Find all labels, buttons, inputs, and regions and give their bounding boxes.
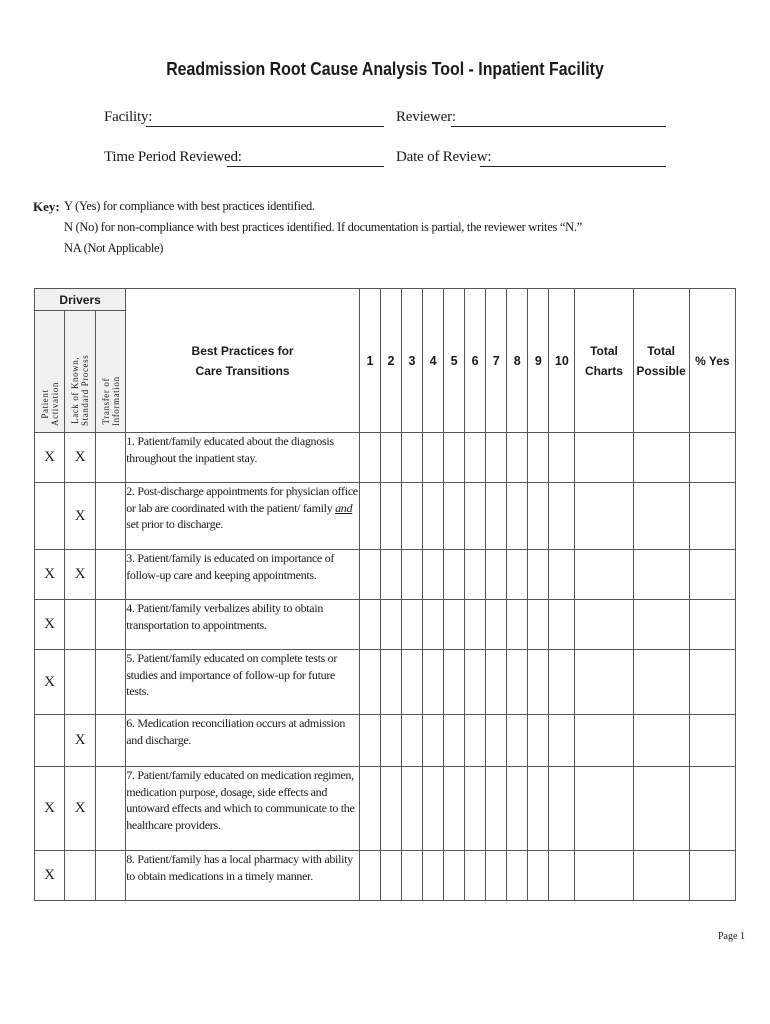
chart-entry-cell[interactable] [486, 715, 507, 767]
chart-entry-cell[interactable] [549, 767, 575, 851]
chart-entry-cell[interactable] [486, 550, 507, 600]
driver-1-line1: Patient [39, 389, 50, 419]
practice-number: 8. [126, 852, 138, 866]
practice-text: Patient/family verbalizes ability to obtain transportation to appointments. [126, 601, 324, 632]
total-charts-line1: Total [590, 343, 618, 358]
total-charts-header [575, 289, 633, 433]
best-practice-cell [126, 851, 360, 901]
chart-entry-cell[interactable] [549, 851, 575, 901]
total-charts-cell[interactable] [575, 600, 633, 650]
practice-text: Patient/family is educated on importance of follow-up care and keeping appointments. [126, 551, 335, 582]
chart-entry-cell[interactable] [401, 483, 422, 550]
table-row [35, 483, 736, 550]
practice-number: 4. [126, 601, 138, 615]
reviewer-label: Reviewer: [396, 109, 456, 125]
page-number: Page 1 [718, 931, 745, 942]
chart-entry-cell[interactable] [423, 715, 444, 767]
total-charts-cell[interactable] [575, 650, 633, 715]
best-practice-cell [126, 767, 360, 851]
chart-entry-cell[interactable] [507, 851, 528, 901]
chart-entry-cell[interactable] [444, 433, 465, 483]
total-possible-line2: Possible [636, 363, 686, 378]
pct-yes-cell[interactable] [689, 650, 735, 715]
chart-entry-cell[interactable] [401, 851, 422, 901]
date-of-review-field[interactable] [480, 166, 666, 167]
driver-mark-cell: X [35, 650, 65, 715]
chart-entry-cell[interactable] [380, 767, 401, 851]
pct-yes-cell[interactable] [689, 767, 735, 851]
chart-entry-cell[interactable] [528, 715, 549, 767]
driver-mark-cell: X [65, 767, 96, 851]
chart-col-10: 10 [549, 289, 575, 433]
review-table [34, 288, 736, 901]
date-of-review-label: Date of Review: [396, 149, 492, 165]
best-practice-cell [126, 715, 360, 767]
driver-mark-cell [96, 767, 126, 851]
key-line-no: N (No) for non-compliance with best practices identified. If documentation is partial, the reviewer writes “N.” [64, 220, 582, 234]
driver-2-line1: Lack of Known, [70, 356, 81, 424]
chart-entry-cell[interactable] [359, 600, 380, 650]
pct-yes-cell[interactable] [689, 550, 735, 600]
practice-text: Patient/family has a local pharmacy with ability to obtain medications in a timely manner. [126, 852, 353, 883]
chart-entry-cell[interactable] [507, 600, 528, 650]
driver-patient-activation-header [35, 311, 65, 433]
best-practices-header [126, 289, 360, 433]
chart-entry-cell[interactable] [401, 715, 422, 767]
chart-entry-cell[interactable] [486, 600, 507, 650]
total-possible-header [633, 289, 689, 433]
time-period-label: Time Period Reviewed: [104, 149, 242, 165]
chart-col-6: 6 [465, 289, 486, 433]
chart-entry-cell[interactable] [528, 433, 549, 483]
chart-entry-cell[interactable] [465, 433, 486, 483]
practice-text: set prior to discharge. [126, 517, 224, 531]
total-possible-cell[interactable] [633, 550, 689, 600]
chart-col-8: 8 [507, 289, 528, 433]
practice-number: 3. [126, 551, 138, 565]
total-possible-cell[interactable] [633, 715, 689, 767]
chart-entry-cell[interactable] [444, 550, 465, 600]
chart-entry-cell[interactable] [423, 767, 444, 851]
chart-entry-cell[interactable] [486, 650, 507, 715]
chart-col-5: 5 [444, 289, 465, 433]
chart-entry-cell[interactable] [549, 650, 575, 715]
pct-yes-cell[interactable] [689, 600, 735, 650]
chart-entry-cell[interactable] [507, 483, 528, 550]
chart-entry-cell[interactable] [507, 767, 528, 851]
chart-entry-cell[interactable] [401, 600, 422, 650]
total-possible-cell[interactable] [633, 483, 689, 550]
chart-entry-cell[interactable] [444, 650, 465, 715]
practice-text: Medication reconciliation occurs at admission and discharge. [126, 716, 346, 747]
practice-text: Patient/family educated on medication regimen, medication purpose, dosage, side effects and untoward effects and which to communicate to the healthcare providers. [126, 768, 355, 832]
table-row [35, 650, 736, 715]
driver-mark-cell: X [65, 550, 96, 600]
practice-text: Post-discharge appointments for physician office or lab are coordinated with the patient/ family [126, 484, 358, 515]
chart-entry-cell[interactable] [507, 550, 528, 600]
chart-entry-cell[interactable] [444, 483, 465, 550]
practice-number: 7. [126, 768, 138, 782]
chart-entry-cell[interactable] [465, 767, 486, 851]
total-charts-cell[interactable] [575, 550, 633, 600]
chart-entry-cell[interactable] [380, 550, 401, 600]
chart-entry-cell[interactable] [465, 851, 486, 901]
best-practice-cell [126, 550, 360, 600]
chart-entry-cell[interactable] [528, 550, 549, 600]
driver-mark-cell: X [35, 767, 65, 851]
chart-col-2: 2 [380, 289, 401, 433]
chart-entry-cell[interactable] [486, 767, 507, 851]
driver-mark-cell [96, 483, 126, 550]
chart-entry-cell[interactable] [401, 650, 422, 715]
key-line-yes: Y (Yes) for compliance with best practices identified. [64, 199, 315, 213]
total-charts-cell[interactable] [575, 767, 633, 851]
driver-2-line2: Standard Process [80, 354, 91, 426]
chart-entry-cell[interactable] [359, 767, 380, 851]
table-row [35, 715, 736, 767]
driver-mark-cell [96, 550, 126, 600]
driver-mark-cell: X [65, 715, 96, 767]
best-practice-cell [126, 650, 360, 715]
chart-entry-cell[interactable] [465, 483, 486, 550]
total-possible-cell[interactable] [633, 650, 689, 715]
chart-col-7: 7 [486, 289, 507, 433]
time-period-field[interactable] [227, 166, 384, 167]
chart-entry-cell[interactable] [423, 851, 444, 901]
driver-mark-cell [96, 650, 126, 715]
chart-entry-cell[interactable] [380, 650, 401, 715]
chart-entry-cell[interactable] [359, 715, 380, 767]
chart-entry-cell[interactable] [444, 767, 465, 851]
key-label: Key: [33, 199, 60, 214]
driver-mark-cell [96, 433, 126, 483]
chart-entry-cell[interactable] [528, 600, 549, 650]
table-row [35, 851, 736, 901]
total-charts-cell[interactable] [575, 483, 633, 550]
page-title: Readmission Root Cause Analysis Tool - Inpatient Facility [166, 58, 604, 79]
chart-entry-cell[interactable] [359, 483, 380, 550]
driver-mark-cell [65, 600, 96, 650]
chart-entry-cell[interactable] [507, 715, 528, 767]
driver-1-line2: Activation [49, 382, 60, 426]
chart-entry-cell[interactable] [380, 433, 401, 483]
pct-yes-cell[interactable] [689, 483, 735, 550]
chart-entry-cell[interactable] [401, 433, 422, 483]
driver-mark-cell: X [65, 483, 96, 550]
chart-entry-cell[interactable] [549, 483, 575, 550]
chart-entry-cell[interactable] [486, 433, 507, 483]
practice-text: Patient/family educated about the diagnosis throughout the inpatient stay. [126, 434, 334, 465]
driver-mark-cell: X [35, 851, 65, 901]
driver-standard-process-header [65, 311, 96, 433]
chart-entry-cell[interactable] [423, 550, 444, 600]
chart-entry-cell[interactable] [359, 650, 380, 715]
chart-entry-cell[interactable] [359, 550, 380, 600]
chart-entry-cell[interactable] [465, 600, 486, 650]
chart-entry-cell[interactable] [549, 600, 575, 650]
practice-text-emphasis: and [335, 500, 353, 515]
total-charts-cell[interactable] [575, 433, 633, 483]
chart-entry-cell[interactable] [528, 767, 549, 851]
total-charts-line2: Charts [584, 363, 623, 378]
driver-3-line1: Transfer of [100, 377, 111, 425]
driver-mark-cell [96, 851, 126, 901]
chart-entry-cell[interactable] [380, 851, 401, 901]
total-charts-cell[interactable] [575, 851, 633, 901]
driver-mark-cell [96, 600, 126, 650]
best-practices-header-line2: Care Transitions [195, 363, 290, 378]
practice-number: 2. [126, 484, 138, 498]
chart-entry-cell[interactable] [486, 851, 507, 901]
table-row [35, 767, 736, 851]
reviewer-field[interactable] [451, 126, 666, 127]
chart-entry-cell[interactable] [486, 483, 507, 550]
chart-entry-cell[interactable] [423, 433, 444, 483]
total-possible-cell[interactable] [633, 851, 689, 901]
driver-mark-cell [65, 851, 96, 901]
practice-number: 6. [126, 716, 138, 730]
practice-number: 5. [126, 651, 138, 665]
driver-3-line2: Information [110, 376, 121, 426]
chart-entry-cell[interactable] [549, 550, 575, 600]
table-row [35, 550, 736, 600]
total-possible-line1: Total [647, 343, 675, 358]
chart-entry-cell[interactable] [549, 715, 575, 767]
best-practice-cell [126, 600, 360, 650]
driver-mark-cell [96, 715, 126, 767]
chart-entry-cell[interactable] [465, 715, 486, 767]
chart-entry-cell[interactable] [423, 600, 444, 650]
key-line-na: NA (Not Applicable) [64, 241, 164, 255]
chart-entry-cell[interactable] [401, 767, 422, 851]
chart-col-3: 3 [401, 289, 422, 433]
facility-field[interactable] [146, 126, 384, 127]
chart-entry-cell[interactable] [444, 851, 465, 901]
total-possible-cell[interactable] [633, 433, 689, 483]
driver-mark-cell [65, 650, 96, 715]
driver-transfer-info-header [96, 311, 126, 433]
table-row [35, 600, 736, 650]
chart-col-1: 1 [359, 289, 380, 433]
chart-entry-cell[interactable] [401, 550, 422, 600]
driver-mark-cell: X [35, 600, 65, 650]
chart-entry-cell[interactable] [528, 650, 549, 715]
driver-mark-cell: X [35, 433, 65, 483]
pct-yes-cell[interactable] [689, 715, 735, 767]
pct-yes-header: % Yes [689, 289, 735, 433]
chart-entry-cell[interactable] [423, 483, 444, 550]
best-practices-header-line1: Best Practices for [191, 343, 294, 358]
chart-entry-cell[interactable] [444, 600, 465, 650]
chart-entry-cell[interactable] [528, 483, 549, 550]
chart-entry-cell[interactable] [549, 433, 575, 483]
chart-entry-cell[interactable] [507, 433, 528, 483]
chart-col-9: 9 [528, 289, 549, 433]
practice-text: Patient/family educated on complete tests or studies and importance of follow-up for future tests. [126, 651, 338, 698]
best-practice-cell [126, 433, 360, 483]
table-row [35, 433, 736, 483]
chart-entry-cell[interactable] [423, 650, 444, 715]
chart-entry-cell[interactable] [465, 550, 486, 600]
chart-entry-cell[interactable] [444, 715, 465, 767]
total-possible-cell[interactable] [633, 767, 689, 851]
chart-col-4: 4 [423, 289, 444, 433]
chart-entry-cell[interactable] [359, 851, 380, 901]
practice-number: 1. [126, 434, 138, 448]
pct-yes-cell[interactable] [689, 851, 735, 901]
drivers-header: Drivers [35, 289, 126, 311]
total-possible-cell[interactable] [633, 600, 689, 650]
chart-entry-cell[interactable] [380, 715, 401, 767]
driver-mark-cell [35, 483, 65, 550]
chart-entry-cell[interactable] [359, 433, 380, 483]
facility-label: Facility: [104, 109, 153, 125]
chart-entry-cell[interactable] [507, 650, 528, 715]
driver-mark-cell: X [65, 433, 96, 483]
chart-entry-cell[interactable] [528, 851, 549, 901]
chart-entry-cell[interactable] [465, 650, 486, 715]
chart-entry-cell[interactable] [380, 600, 401, 650]
total-charts-cell[interactable] [575, 715, 633, 767]
pct-yes-cell[interactable] [689, 433, 735, 483]
best-practice-cell [126, 483, 360, 550]
driver-mark-cell [35, 715, 65, 767]
chart-entry-cell[interactable] [380, 483, 401, 550]
driver-mark-cell: X [35, 550, 65, 600]
